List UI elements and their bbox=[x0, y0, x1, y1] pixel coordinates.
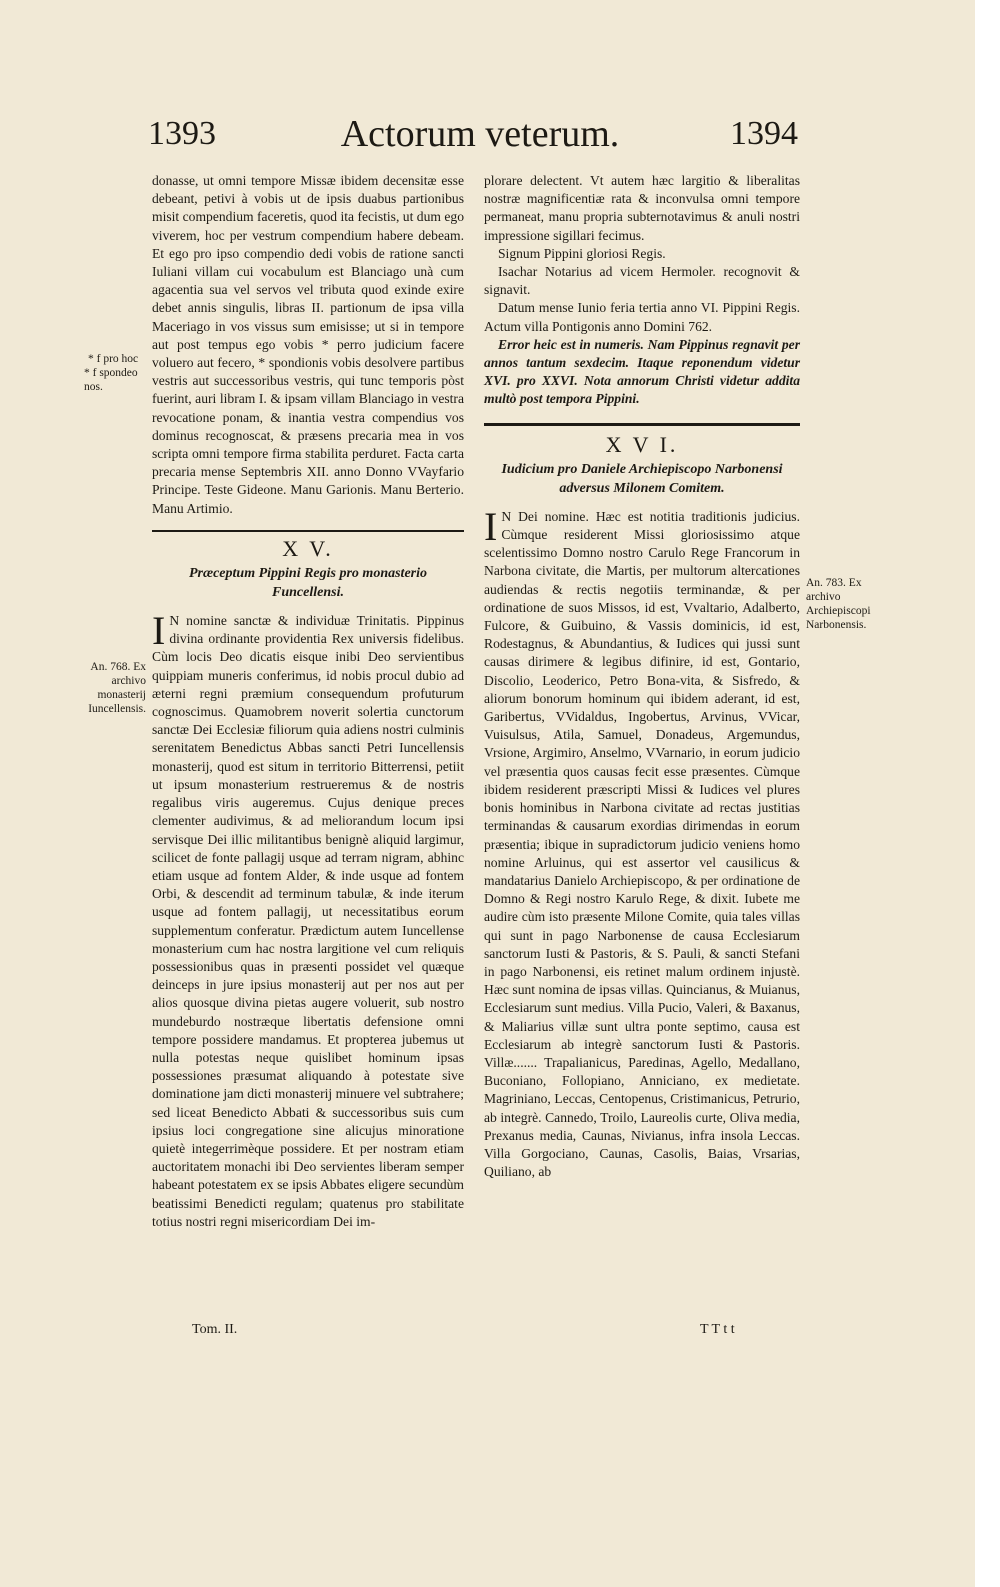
section-number-xv: X V. bbox=[282, 535, 334, 561]
right-intro-paragraph: plorare delectent. Vt autem hæc largitio & liberalitas nostræ magnificentiæ rata & inconvulsa omni tempore permaneat, manu propria subternotavimus & anuli nostri impressione sigillari fecimus. bbox=[484, 173, 800, 243]
section-title-xv: Præceptum Pippini Regis pro monasterio Funcellensi. bbox=[188, 566, 427, 601]
date-line: Datum mense Iunio feria tertia anno VI. Pippini Regis. Actum villa Pontigonis anno Domini 762. bbox=[484, 300, 800, 334]
sign-line: Signum Pippini gloriosi Regis. bbox=[498, 245, 666, 261]
section-number-xvi: X V I. bbox=[605, 431, 679, 457]
left-column bbox=[152, 172, 464, 1231]
page-number-right: 1394 bbox=[730, 115, 798, 152]
section-xv-body bbox=[152, 608, 464, 1231]
margin-date-xv: An. 768. Ex archivo monasterij Iuncellensis. bbox=[88, 661, 146, 715]
margin-note-spondionis: * f spondeo nos. bbox=[84, 367, 138, 393]
margin-note-perro: * f pro hoc bbox=[88, 353, 139, 365]
section-xvi-text: N Dei nomine. Hæc est notitia traditionis judicius. Cùmque residerent Missi gloriosissimo atque scelentissimo Domno nostro Carulo Rege Francorum in Narbona civitate, die Martis, per multorum altercationes audiendas & rectis negotiis terminandæ, & per ordinatione de suos Missos, id est, Vvaltario, Adalberto, Fulcore, & Guibuino, & Vassis dominicis, id est, Rodestagnus, & Abundantius, & Iudices qui jussi sunt causas dirimere & legibus difinire, id est, Gontario, Discolio, Leoderico, Petro Bona-vita, & Sisfredo, & aliorum bonorum hominum qui ibidem aderant, id est, Garibertus, VVidaldus, Ingobertus, Arvinus, VVicar, Vuisulsus, Atila, Samuel, Donadeus, Argemundus, Vrsione, Argimiro, Anselmo, VVarnario, in eorum judicio vel præsentia quos causas fecit esse præsentes. Cùmque ibidem residerent præscripti Missi & Iudices vel plures bonis hominibus in Narbona civitate ad rectas justitias terminandas & causarum exordias dirimendas in eorum præsentia; ibique in supradictorum judicio veniens homo nomine Arluinus, qui est assertor vel causilicus & mandatarius Danielo Archiepiscopo, & per ordinatione de Domno & Regi nostro Karulo Rege, & dixit. Iubete me audire cùm isto præsente Milone Comite, quia tales villas qui sunt in pago Narbonense de causa Ecclesiarum sanctorum Iusti & Pastoris, & S. Pauli, & sancti Stefani in pago Narbonensi, eis retinet malum ordinem injustè. Hæc sunt nomina de ipsas villas. Quincianus, & Muianus, Ecclesiarum sunt medius. Villa Pucio, Valeri, & Baxanus, & Maliarius villæ sunt ultra ponte septimo, causa est Ecclesiarum ab integrè sanctorum Iusti & Pastoris. Villæ....... Trapalianicus, Paredinas, Agello, Medallano, Buconiano, Follopiano, Anniciano, ex medietate. Magriniano, Leccas, Centopenus, Cristimanicus, Petrurio, ab integrè. Cannedo, Troilo, Laureolis curte, Oliva media, Prexanus media, Caunas, Nivianus, infra insola Leccas. Villa Gorgociano, Caunas, Casolis, Baias, Vrsarias, Quiliano, ab bbox=[484, 508, 800, 1180]
section-xv-text: N nomine sanctæ & individuæ Trinitatis. Pippinus divina ordinante providentia Rex universis fidelibus. Cùm locis Deo dicatis eisque inibi Deo servientibus quippiam muneris conferimus, id nobis procul dubio ad æterni regni præmium consequendum profuturum cognoscimus. Quamobrem noverit solertia cunctorum sanctæ Dei Ecclesiæ filiorum quia adiens nostri culminis serenitatem Benedictus Abbas sancti Petri Iuncellensis monasterij, quod est situm in territorio Bitterrensi, petiit ut ipsum monasterium restrueremus & de nostris regalibus viris augeremus. Cujus denique preces clementer audivimus, & ad meliorandum locum ipsi servisque Dei illic militantibus benignè aliquid largimur, scilicet de fonte pallagij usque ad terram nigram, abhinc etiam usque ad fontem Alder, & inde usque ad fontem Orbi, & descendit ad terminum tabulæ, & inde iterum usque ad fontem pallagij, ut necessitatibus eorum supplementum conferatur. Prædictum autem Iuncellense monasterium cum hac nostra largitione vel cum reliquis possessionibus quas in præsenti possidet vel quæque deinceps in jure ipsius monasterij aut per nos aut per alios quosque divina pietas augere voluerit, sub nostro mundeburdo nostræque libertatis defensione omni tempore possidere mandamus. Et propterea jubemus ut nulla potestas neque quislibet hominum ipsas possessiones præsumat aliquando à potestate sive dominatione jam dicti monasterij minuere vel subtrahere; sed liceat Benedicto Abbati & successoribus suis cum ipsius loci congregatione sine alicujus minoratione quietè integerrimèque possidere. Et per nostram etiam auctoritatem monachi ibi Deo servientes liberam semper habeant potestatem ex se ipsis Abbates eligere secundùm beatissimi Benedicti regulam; quatenus pro stabilitate totius nostri regni misericordiam Dei im- bbox=[152, 613, 464, 1229]
editor-note: Error heic est in numeris. Nam Pippinus regnavit per annos tantum sexdecim. Itaque reponendum videtur XVI. pro XXVI. Nota annorum Christi videtur addita multò post tempora Pippini. bbox=[484, 336, 800, 407]
page-number-left: 1393 bbox=[148, 115, 216, 152]
signature-mark-left: Tom. II. bbox=[192, 1322, 238, 1337]
margin-date-xvi: An. 783. Ex archivo Archiepiscopi Narbonensis. bbox=[806, 577, 871, 631]
signature-mark-right: T T t t bbox=[700, 1322, 735, 1337]
page-edge bbox=[975, 0, 1000, 1587]
left-intro-paragraph: donasse, ut omni tempore Missæ ibidem decensitæ esse debeant, petivi à vobis ut de ipsis duabus partionibus misit compendium faceretis, quod ita fecistis, ut dum ego viverem, hoc per vestrum compendium habere debeam. Et ego pro ipso compendio dedi vobis de ratione sancti Iuliani villam cui vocabulum est Blanciago unà cum agacentia sua vel servos vel tributa quod exinde exire debet annis singulis, libras II. partionum de ipsa villa Maceriago in vos vissus sum emisisse; ut si in tempore aut post tempus ego vobis * perro judicium facere voluero aut fecero, * spondionis vobis desolvere partibus vestris aut successoribus vestris, qui tunc temporis pòst fuerint, auri libram I. & ipsam villam Blanciago in vestra revocatione ponam, & inantia vestra compendius vos dominus recognoscat, & præsens precaria mea in vos scripta omni tempore firma stabilita perduret. Facta carta precaria mense Septembris XII. anno Donno VVayfario Principe. Teste Gideone. Manu Garionis. Manu Berterio. Manu Artimio. bbox=[152, 173, 464, 516]
notary-line: Isachar Notarius ad vicem Hermoler. recognovit & signavit. bbox=[484, 264, 800, 298]
section-divider bbox=[484, 423, 800, 426]
drop-cap: I bbox=[484, 503, 498, 549]
running-title: Actorum veterum. bbox=[340, 113, 620, 155]
section-divider bbox=[152, 530, 464, 532]
drop-cap: I bbox=[152, 608, 166, 654]
section-title-xvi: Iudicium pro Daniele Archiepiscopo Narbonensi adversus Milonem Comitem. bbox=[501, 461, 783, 496]
right-column bbox=[484, 172, 800, 1181]
section-xvi-body bbox=[484, 503, 800, 1182]
